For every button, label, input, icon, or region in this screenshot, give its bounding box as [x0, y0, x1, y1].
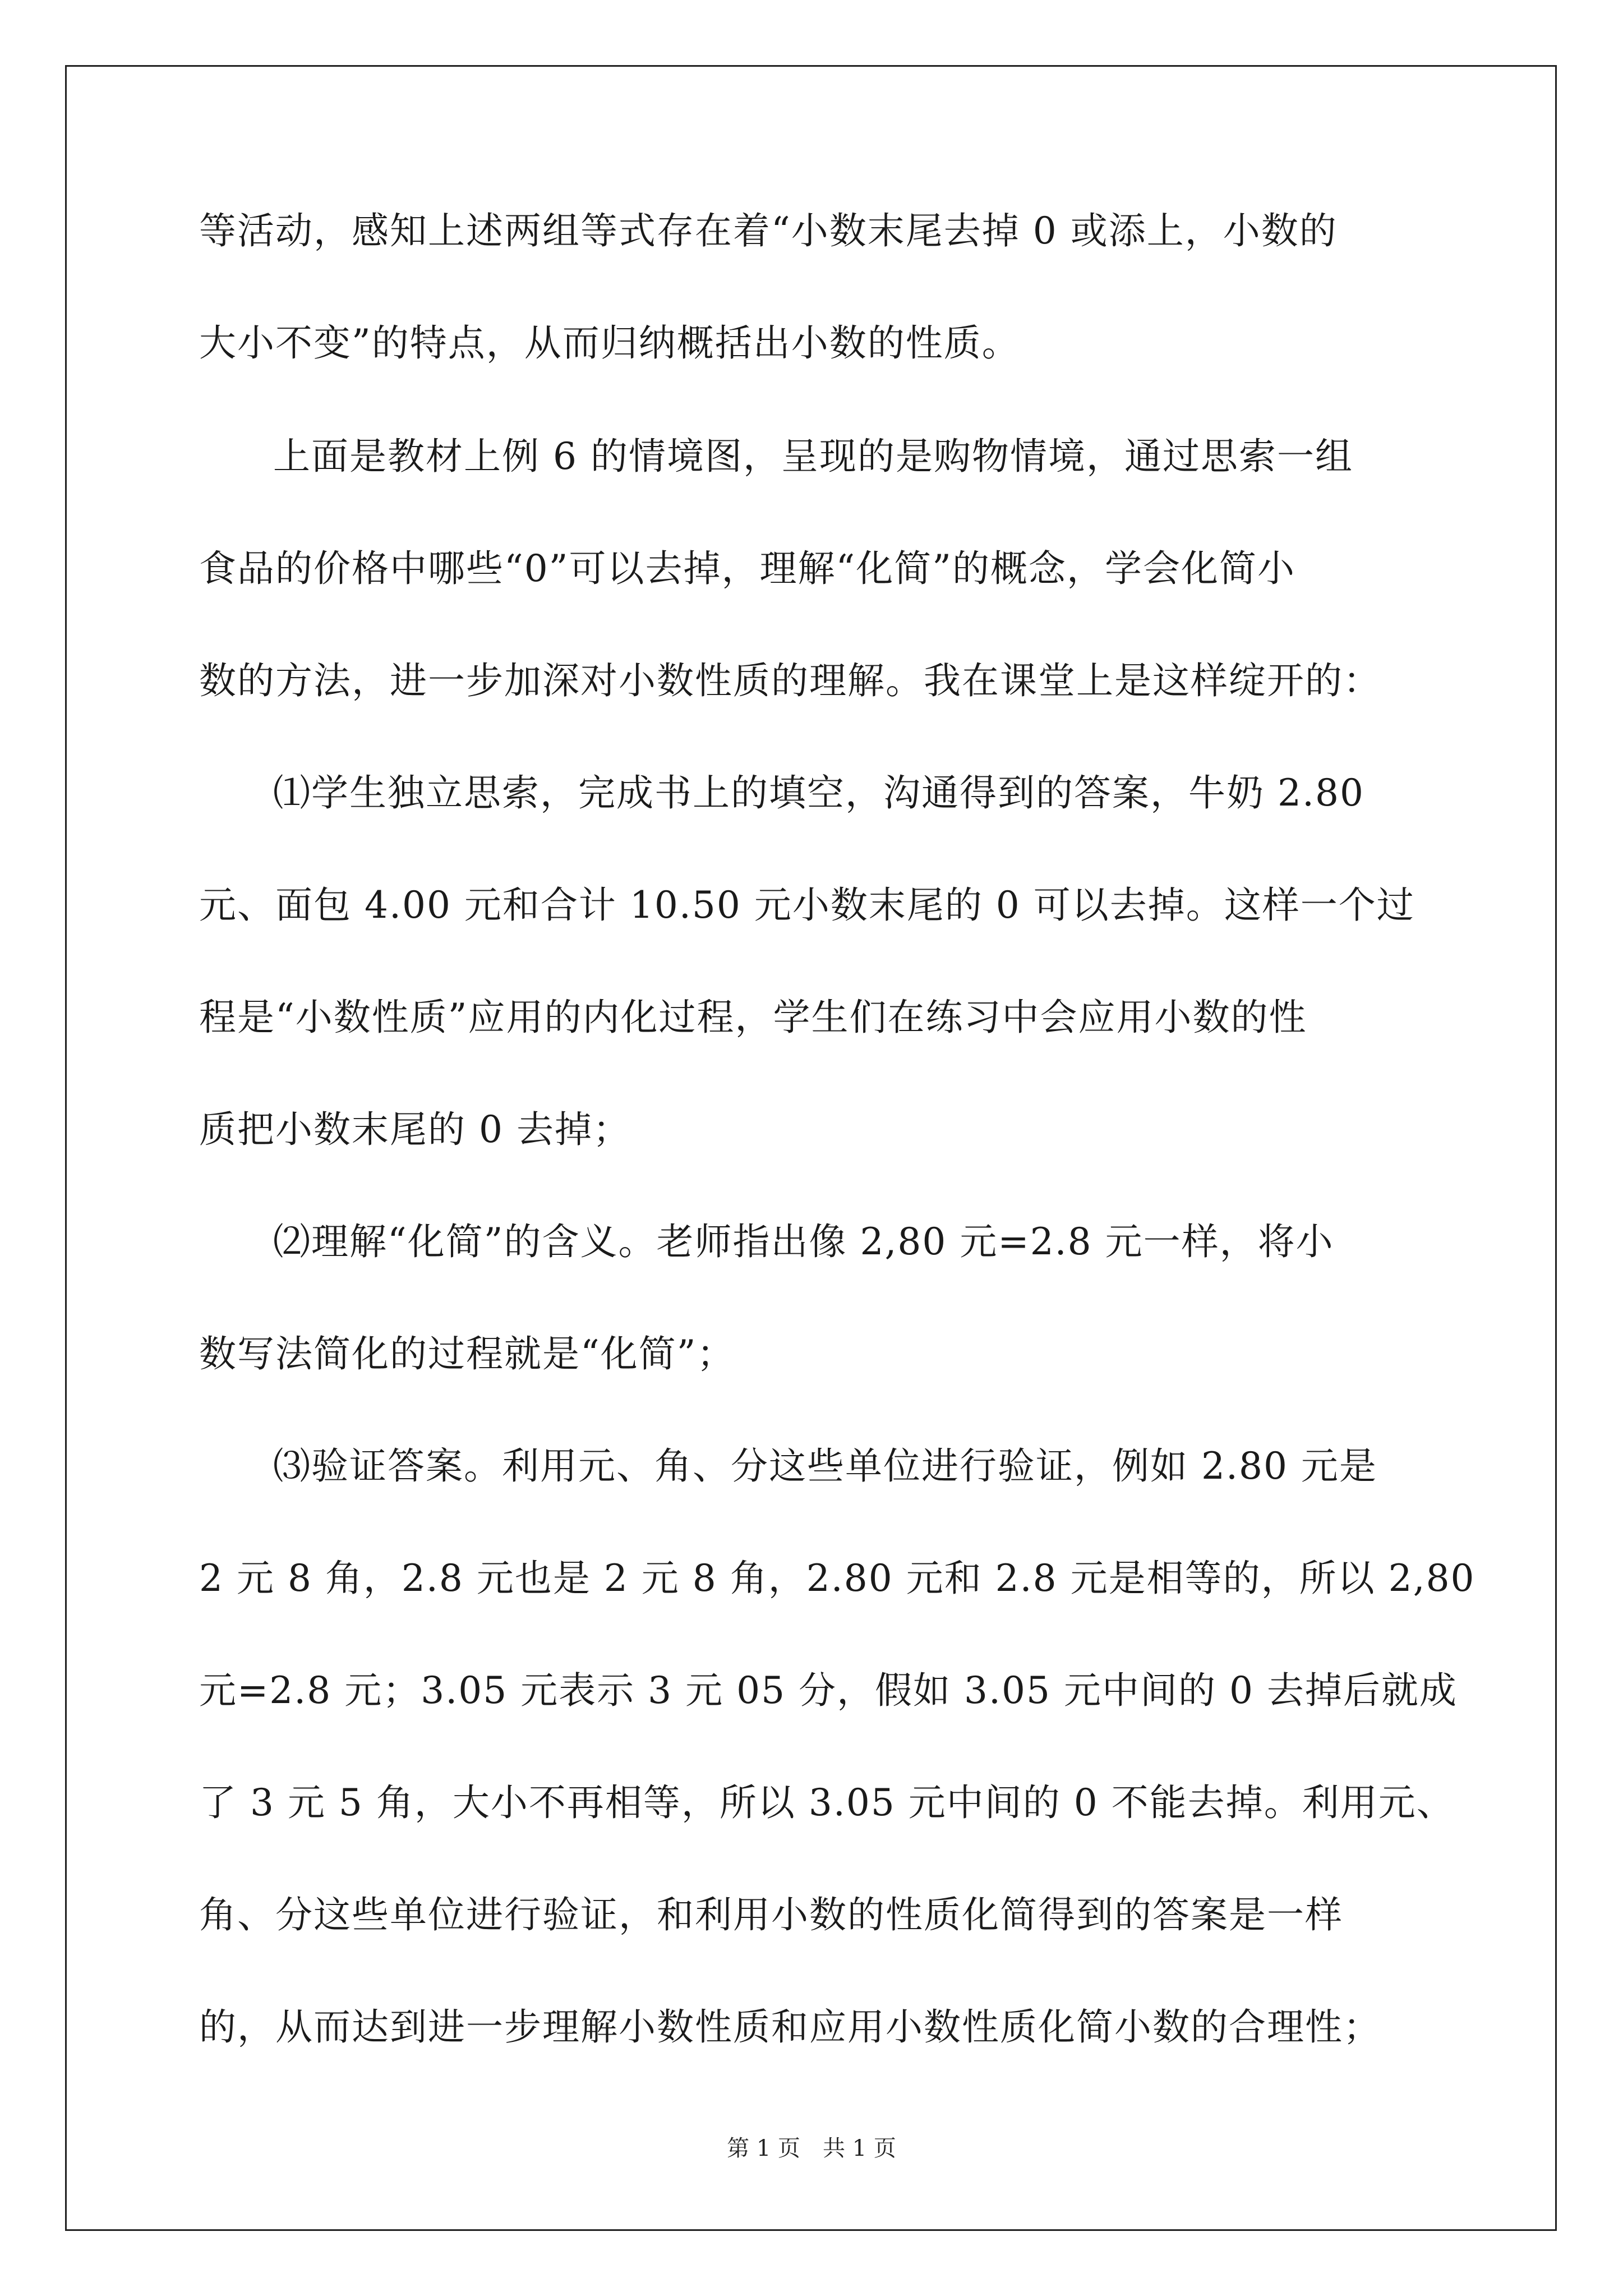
text-line: 了 3 元 5 角，大小不再相等，所以 3.05 元中间的 0 不能去掉。利用元、	[199, 1781, 1455, 1824]
text-line: 质把小数末尾的 0 去掉；	[199, 1108, 631, 1151]
page-total: 共 1 页	[823, 2136, 896, 2161]
paragraph-first-line: 上面是教材上例 6 的情境图，呈现的是购物情境，通过思索一组	[273, 435, 1353, 478]
page-footer	[0, 2134, 1623, 2162]
paragraph-first-line: ⑶验证答案。利用元、角、分这些单位进行验证，例如 2.80 元是	[273, 1444, 1377, 1488]
text-line: 元=2.8 元；3.05 元表示 3 元 05 分，假如 3.05 元中间的 0 去掉后就成	[199, 1669, 1458, 1712]
text-line: 等活动，感知上述两组等式存在着“小数末尾去掉 0 或添上，小数的	[199, 209, 1338, 252]
text-line: 数的方法，进一步加深对小数性质的理解。我在课堂上是这样绽开的：	[199, 659, 1381, 702]
text-line: 程是“小数性质”应用的内化过程，学生们在练习中会应用小数的性	[199, 996, 1307, 1039]
page-number: 第 1 页	[727, 2136, 800, 2161]
text-line: 大小不变”的特点，从而归纳概括出小数的性质。	[199, 321, 1020, 365]
text-line: 的，从而达到进一步理解小数性质和应用小数性质化简小数的合理性；	[199, 2005, 1381, 2049]
text-line: 元、面包 4.00 元和合计 10.50 元小数末尾的 0 可以去掉。这样一个过	[199, 884, 1415, 927]
text-line: 角、分这些单位进行验证，和利用小数的性质化简得到的答案是一样	[199, 1893, 1343, 1936]
text-line: 数写法简化的过程就是“化简”；	[199, 1332, 735, 1375]
text-line: 食品的价格中哪些“0”可以去掉，理解“化简”的概念，学会化简小	[199, 547, 1295, 590]
paragraph-first-line: ⑴学生独立思索，完成书上的填空，沟通得到的答案，牛奶 2.80	[273, 771, 1364, 815]
text-line: 2 元 8 角，2.8 元也是 2 元 8 角，2.80 元和 2.8 元是相等的，所以 2,80	[199, 1557, 1476, 1600]
paragraph-first-line: ⑵理解“化简”的含义。老师指出像 2,80 元=2.8 元一样，将小	[273, 1220, 1334, 1263]
